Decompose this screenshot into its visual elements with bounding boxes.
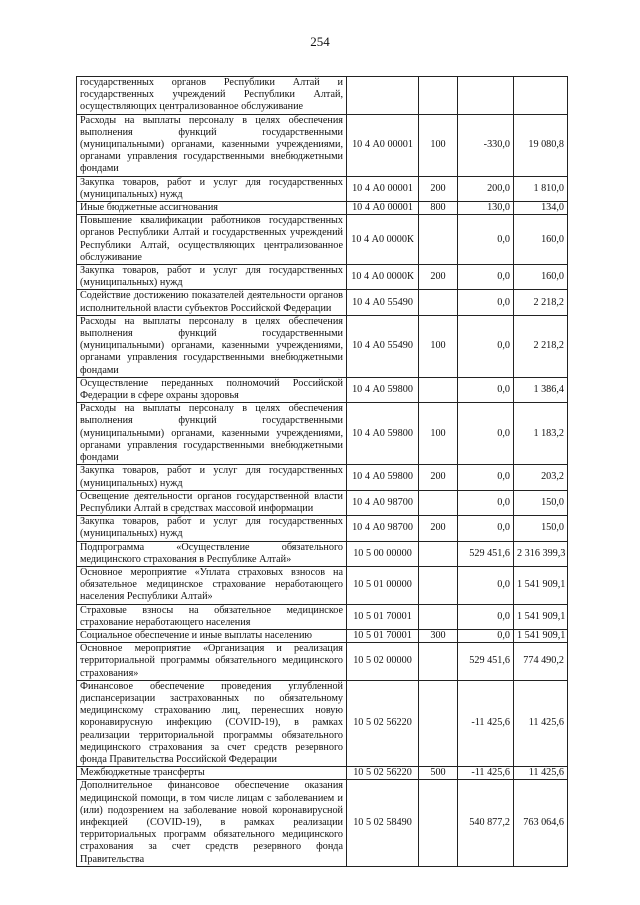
table-row <box>77 541 568 566</box>
table-row <box>77 403 568 465</box>
table-row <box>77 629 568 642</box>
table-row <box>77 604 568 629</box>
total-amount-cell: 763 064,6 <box>514 780 568 866</box>
item-name-cell: Повышение квалификации работников государственных органов Республики Алтай и государственных учреждений Республики Алтай, осуществляющих централизованное обслуживание <box>77 215 347 265</box>
table-row <box>77 377 568 402</box>
target-code-cell: 10 4 А0 98700 <box>347 490 419 515</box>
target-code-cell: 10 4 А0 55490 <box>347 290 419 315</box>
expense-type-cell <box>419 377 458 402</box>
item-name-cell: Расходы на выплаты персоналу в целях обеспечения выполнения функций государственными (муниципальными) органами, казенными учреждениями, органами управления государственными внебюджетными фондами <box>77 114 347 176</box>
target-code-cell: 10 5 02 58490 <box>347 780 419 866</box>
expense-type-cell: 200 <box>419 516 458 541</box>
expense-type-cell <box>419 680 458 766</box>
target-code-cell: 10 5 01 70001 <box>347 604 419 629</box>
page-number: 254 <box>310 34 330 49</box>
change-amount-cell: -11 425,6 <box>458 767 514 780</box>
change-amount-cell: 529 451,6 <box>458 643 514 681</box>
table-row <box>77 114 568 176</box>
target-code-cell <box>347 77 419 115</box>
total-amount-cell: 1 541 909,1 <box>514 604 568 629</box>
table-row <box>77 516 568 541</box>
expense-type-cell <box>419 604 458 629</box>
item-name-cell: Содействие достижению показателей деятельности органов исполнительной власти субъектов Российской Федерации <box>77 290 347 315</box>
change-amount-cell <box>458 77 514 115</box>
total-amount-cell: 11 425,6 <box>514 767 568 780</box>
expense-type-cell: 100 <box>419 114 458 176</box>
item-name-cell: Расходы на выплаты персоналу в целях обеспечения выполнения функций государственными (муниципальными) органами, казенными учреждениями, органами управления государственными внебюджетными фондами <box>77 315 347 377</box>
expense-type-cell <box>419 290 458 315</box>
item-name-cell: Подпрограмма «Осуществление обязательного медицинского страхования в Республике Алтай» <box>77 541 347 566</box>
change-amount-cell: 0,0 <box>458 377 514 402</box>
total-amount-cell: 774 490,2 <box>514 643 568 681</box>
item-name-cell: Страховые взносы на обязательное медицинское страхование неработающего населения <box>77 604 347 629</box>
target-code-cell: 10 4 А0 59800 <box>347 403 419 465</box>
item-name-cell: Закупка товаров, работ и услуг для государственных (муниципальных) нужд <box>77 265 347 290</box>
total-amount-cell: 11 425,6 <box>514 680 568 766</box>
change-amount-cell: 0,0 <box>458 215 514 265</box>
item-name-cell: Освещение деятельности органов государственной власти Республики Алтай в средствах массовой информации <box>77 490 347 515</box>
change-amount-cell: 130,0 <box>458 202 514 215</box>
table-row <box>77 290 568 315</box>
total-amount-cell: 160,0 <box>514 265 568 290</box>
table-row <box>77 315 568 377</box>
item-name-cell: Дополнительное финансовое обеспечение оказания медицинской помощи, в том числе лицам с заболеванием и (или) подозрением на заболевание новой коронавирусной инфекцией (COVID-19), в рамках реализации территориальных программ обязательного медицинского страхования за счет средств резервного фонда Правительства <box>77 780 347 866</box>
total-amount-cell <box>514 77 568 115</box>
expense-type-cell: 100 <box>419 403 458 465</box>
total-amount-cell: 1 386,4 <box>514 377 568 402</box>
total-amount-cell: 1 183,2 <box>514 403 568 465</box>
change-amount-cell: 0,0 <box>458 604 514 629</box>
total-amount-cell: 160,0 <box>514 215 568 265</box>
total-amount-cell: 19 080,8 <box>514 114 568 176</box>
change-amount-cell: 529 451,6 <box>458 541 514 566</box>
budget-table-body <box>77 77 568 867</box>
target-code-cell: 10 4 А0 59800 <box>347 377 419 402</box>
table-row <box>77 566 568 604</box>
total-amount-cell: 150,0 <box>514 516 568 541</box>
item-name-cell: Межбюджетные трансферты <box>77 767 347 780</box>
table-row <box>77 265 568 290</box>
target-code-cell: 10 5 01 70001 <box>347 629 419 642</box>
item-name-cell: Осуществление переданных полномочий Российской Федерации в сфере охраны здоровья <box>77 377 347 402</box>
table-row <box>77 780 568 866</box>
change-amount-cell: 0,0 <box>458 566 514 604</box>
target-code-cell: 10 5 02 56220 <box>347 680 419 766</box>
target-code-cell: 10 4 А0 0000К <box>347 265 419 290</box>
target-code-cell: 10 4 А0 98700 <box>347 516 419 541</box>
target-code-cell: 10 4 А0 00001 <box>347 176 419 201</box>
table-row <box>77 465 568 490</box>
expense-type-cell: 100 <box>419 315 458 377</box>
change-amount-cell: 0,0 <box>458 265 514 290</box>
item-name-cell: государственных органов Республики Алтай и государственных учреждений Республики Алтай, осуществляющих централизованное обслуживание <box>77 77 347 115</box>
change-amount-cell: 0,0 <box>458 490 514 515</box>
item-name-cell: Закупка товаров, работ и услуг для государственных (муниципальных) нужд <box>77 516 347 541</box>
target-code-cell: 10 4 А0 00001 <box>347 114 419 176</box>
target-code-cell: 10 4 А0 59800 <box>347 465 419 490</box>
change-amount-cell: 540 877,2 <box>458 780 514 866</box>
target-code-cell: 10 4 А0 00001 <box>347 202 419 215</box>
total-amount-cell: 134,0 <box>514 202 568 215</box>
expense-type-cell: 200 <box>419 265 458 290</box>
table-row <box>77 490 568 515</box>
expense-type-cell: 200 <box>419 465 458 490</box>
change-amount-cell: 0,0 <box>458 315 514 377</box>
table-row <box>77 77 568 115</box>
table-row <box>77 767 568 780</box>
total-amount-cell: 2 316 399,3 <box>514 541 568 566</box>
total-amount-cell: 1 810,0 <box>514 176 568 201</box>
expense-type-cell: 300 <box>419 629 458 642</box>
item-name-cell: Иные бюджетные ассигнования <box>77 202 347 215</box>
change-amount-cell: 200,0 <box>458 176 514 201</box>
expense-type-cell: 800 <box>419 202 458 215</box>
target-code-cell: 10 4 А0 55490 <box>347 315 419 377</box>
change-amount-cell: -11 425,6 <box>458 680 514 766</box>
change-amount-cell: 0,0 <box>458 465 514 490</box>
expense-type-cell: 500 <box>419 767 458 780</box>
expense-type-cell <box>419 215 458 265</box>
target-code-cell: 10 5 02 00000 <box>347 643 419 681</box>
item-name-cell: Закупка товаров, работ и услуг для государственных (муниципальных) нужд <box>77 176 347 201</box>
item-name-cell: Основное мероприятие «Организация и реализация территориальной программы обязательного медицинского страхования» <box>77 643 347 681</box>
table-row <box>77 680 568 766</box>
change-amount-cell: 0,0 <box>458 516 514 541</box>
expense-type-cell: 200 <box>419 176 458 201</box>
item-name-cell: Социальное обеспечение и иные выплаты населению <box>77 629 347 642</box>
table-row <box>77 643 568 681</box>
change-amount-cell: 0,0 <box>458 403 514 465</box>
total-amount-cell: 2 218,2 <box>514 290 568 315</box>
budget-table <box>76 76 568 867</box>
target-code-cell: 10 5 02 56220 <box>347 767 419 780</box>
item-name-cell: Финансовое обеспечение проведения углубленной диспансеризации застрахованных по обязательному медицинскому страхованию лиц, перенесших новую коронавирусную инфекцию (COVID-19), в рамках реализации территориальной программы обязательного медицинского страхования за счет средств резервного фонда Правительства Российской Федерации <box>77 680 347 766</box>
table-row <box>77 215 568 265</box>
item-name-cell: Основное мероприятие «Уплата страховых взносов на обязательное медицинское страхование неработающего населения Республики Алтай» <box>77 566 347 604</box>
expense-type-cell <box>419 780 458 866</box>
target-code-cell: 10 5 01 00000 <box>347 566 419 604</box>
change-amount-cell: 0,0 <box>458 290 514 315</box>
table-row <box>77 202 568 215</box>
total-amount-cell: 203,2 <box>514 465 568 490</box>
item-name-cell: Расходы на выплаты персоналу в целях обеспечения выполнения функций государственными (муниципальными) органами, казенными учреждениями, органами управления государственными внебюджетными фондами <box>77 403 347 465</box>
total-amount-cell: 1 541 909,1 <box>514 629 568 642</box>
expense-type-cell <box>419 643 458 681</box>
target-code-cell: 10 5 00 00000 <box>347 541 419 566</box>
total-amount-cell: 2 218,2 <box>514 315 568 377</box>
expense-type-cell <box>419 566 458 604</box>
total-amount-cell: 150,0 <box>514 490 568 515</box>
change-amount-cell: -330,0 <box>458 114 514 176</box>
table-row <box>77 176 568 201</box>
expense-type-cell <box>419 490 458 515</box>
target-code-cell: 10 4 А0 0000К <box>347 215 419 265</box>
total-amount-cell: 1 541 909,1 <box>514 566 568 604</box>
item-name-cell: Закупка товаров, работ и услуг для государственных (муниципальных) нужд <box>77 465 347 490</box>
expense-type-cell <box>419 541 458 566</box>
expense-type-cell <box>419 77 458 115</box>
change-amount-cell: 0,0 <box>458 629 514 642</box>
